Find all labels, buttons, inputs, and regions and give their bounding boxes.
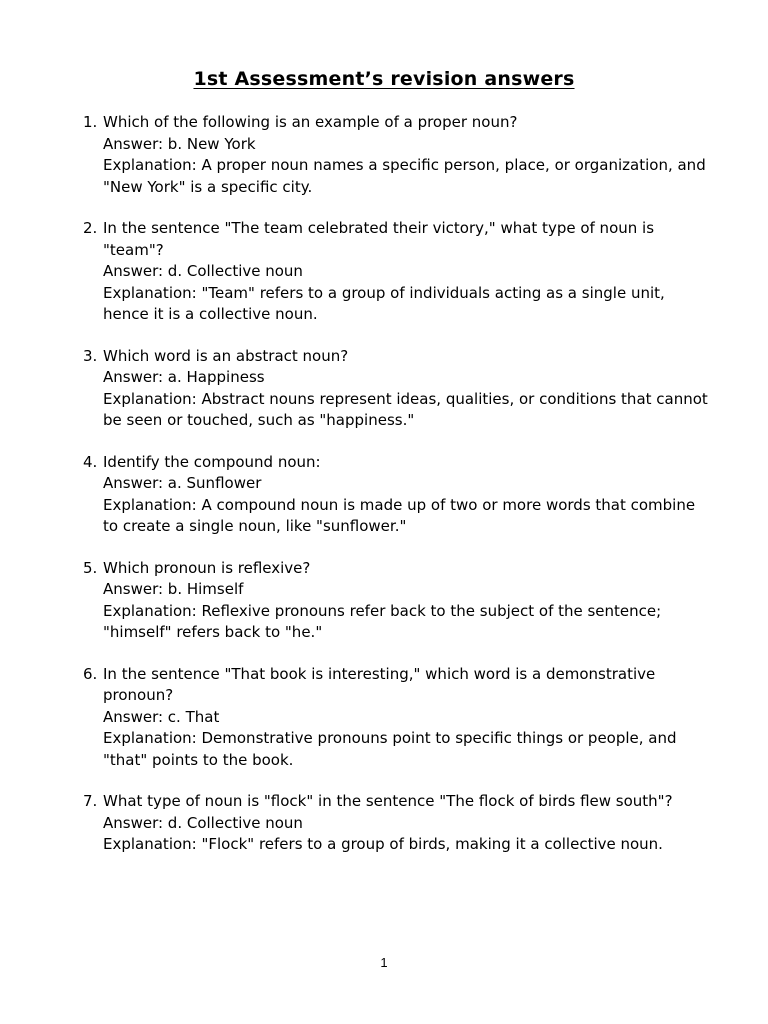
question-text: Identify the compound noun: (103, 452, 321, 471)
answer-text: Answer: a. Sunflower (103, 474, 262, 492)
page-number: 1 (380, 955, 388, 970)
item-number: 6. (83, 664, 98, 683)
explanation-text: Explanation: Demonstrative pronouns point to specific things or people, and "that" points to the book. (103, 729, 677, 769)
answer-text: Answer: d. Collective noun (103, 262, 303, 280)
question-answer-list (78, 112, 708, 876)
list-item (78, 791, 708, 856)
list-item (78, 218, 708, 326)
item-number: 7. (83, 792, 98, 810)
explanation-text: Explanation: Reflexive pronouns refer back to the subject of the sentence; "himself" refers back to "he." (103, 601, 662, 641)
question-text: Which pronoun is reflexive? (103, 558, 311, 577)
item-number: 3. (83, 346, 98, 365)
item-number: 1. (83, 113, 98, 131)
list-item (78, 664, 708, 772)
explanation-text: Explanation: "Team" refers to a group of individuals acting as a single unit, hence it is a collective noun. (103, 283, 665, 323)
document-title: 1st Assessment’s revision answers (193, 68, 575, 90)
explanation-text: Explanation: A compound noun is made up of two or more words that combine to create a single noun, like "sunflower." (103, 495, 696, 535)
list-item (78, 112, 708, 198)
question-text: Which of the following is an example of a proper noun? (103, 113, 518, 131)
list-item (78, 558, 708, 644)
answer-text: Answer: b. Himself (103, 580, 244, 598)
item-number: 4. (83, 452, 98, 471)
question-text: What type of noun is "flock" in the sentence "The flock of birds flew south"? (103, 792, 673, 810)
list-item (78, 346, 708, 432)
answer-text: Answer: b. New York (103, 134, 256, 153)
answer-text: Answer: a. Happiness (103, 368, 265, 386)
explanation-text: Explanation: Abstract nouns represent ideas, qualities, or conditions that cannot be seen or touched, such as "happiness." (103, 389, 708, 429)
item-number: 5. (83, 558, 98, 577)
question-text: Which word is an abstract noun? (103, 346, 349, 365)
explanation-text: Explanation: A proper noun names a specific person, place, or organization, and "New York" is a specific city. (103, 156, 706, 196)
explanation-text: Explanation: "Flock" refers to a group of birds, making it a collective noun. (103, 835, 663, 853)
item-number: 2. (83, 219, 98, 237)
question-text: In the sentence "That book is interesting," which word is a demonstrative pronoun? (103, 664, 656, 704)
question-text: In the sentence "The team celebrated their victory," what type of noun is "team"? (103, 219, 655, 259)
answer-text: Answer: d. Collective noun (103, 813, 303, 832)
list-item (78, 452, 708, 538)
answer-text: Answer: c. That (103, 707, 220, 726)
